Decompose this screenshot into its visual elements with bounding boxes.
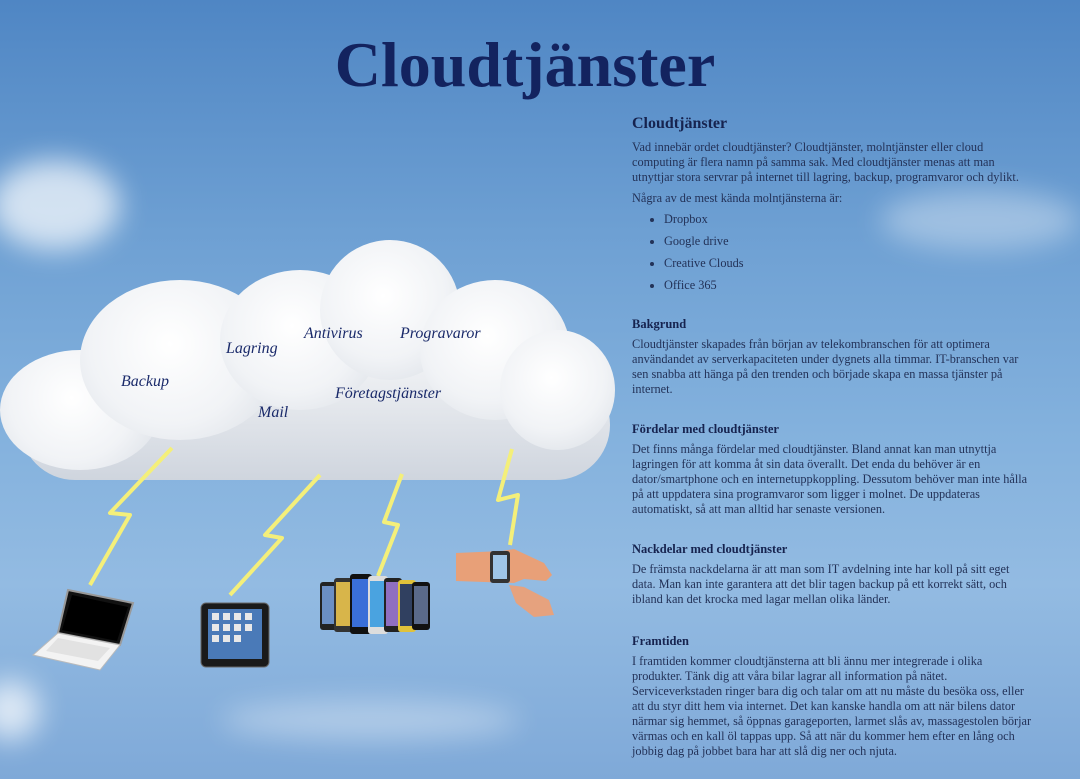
cloud-word-antivirus: Antivirus bbox=[304, 325, 363, 342]
section-text: I framtiden kommer cloudtjänsterna att bli ännu mer integrerade i olika produkter. Tänk dig att våra bilar lagrar all information på nätet. Serviceverkstaden ringer bara dig och talar om att nu måste du besöka oss, eller att du styr ditt hem via internet. Det kan kanske handla om att när bilens dator närmar sig hemmet, så öppnas garageporten, larmet slås av, massagestolen börjar värmas och en kall öl tappas upp. Så att när du kommer hem efter en lång och jobbig dag på jobbet bara har att slå dig ner och njuta. bbox=[632, 654, 1032, 759]
lightning-bolt-icon bbox=[80, 445, 180, 590]
tablet-image bbox=[198, 600, 272, 670]
section-fordelar bbox=[632, 422, 1032, 517]
section-bakgrund bbox=[632, 317, 1032, 397]
section-text: Det finns många fördelar med cloudtjänster. Bland annat kan man utnyttja lagringen för att komma åt sin data överallt. Det enda du behöver är en dator/smartphone och en internetuppkoppling. Dessutom behöver man inte hålla på att uppdatera sina programvaror som ligger i molnet. De uppdateras automatiskt, så att man alltid har senaste versionen. bbox=[632, 442, 1028, 517]
service-list bbox=[632, 212, 1032, 293]
list-intro: Några av de mest kända molntjänsterna är: bbox=[632, 190, 843, 205]
section-heading: Fördelar med cloudtjänster bbox=[632, 422, 779, 436]
list-item: • Creative Clouds bbox=[664, 256, 1032, 271]
section-heading: Bakgrund bbox=[632, 317, 687, 331]
smartphones-image bbox=[318, 572, 433, 637]
section-text: De främsta nackdelarna är att man som IT avdelning inte har koll på sitt eget data. Man kan inte garantera att det blir tagen backup på ett korrekt sätt, och ibland kan det krocka med lagar mellan olika länder. bbox=[632, 562, 1010, 607]
list-item: • Dropbox bbox=[664, 212, 1032, 227]
intro-section bbox=[632, 114, 1032, 300]
intro-paragraph: Vad innebär ordet cloudtjänster? Cloudtjänster, molntjänster eller cloud computing är flera namn på samma sak. Med cloudtjänster menas att man utnyttjar stora servrar på internet till lagring, backup, programvaror och dylikt. bbox=[632, 139, 1019, 184]
cloud-word-foretagstjanster: Företagstjänster bbox=[335, 385, 442, 402]
smartwatch-image bbox=[454, 545, 559, 620]
section-framtiden bbox=[632, 634, 1032, 759]
intro-heading: Cloudtjänster bbox=[632, 115, 728, 132]
section-heading: Framtiden bbox=[632, 634, 689, 648]
cloud-word-mail: Mail bbox=[258, 404, 289, 421]
cloud-word-progravaror: Progravaror bbox=[400, 325, 481, 342]
lightning-bolt-icon bbox=[490, 445, 530, 550]
list-item: • Office 365 bbox=[664, 278, 1032, 293]
background-cloud-wisp bbox=[220, 700, 520, 740]
page-title: Cloudtjänster bbox=[334, 29, 716, 100]
list-item: • Google drive bbox=[664, 234, 1032, 249]
laptop-image bbox=[28, 585, 138, 675]
lightning-bolt-icon bbox=[220, 470, 330, 600]
section-nackdelar bbox=[632, 542, 1032, 607]
section-text: Cloudtjänster skapades från början av telekombranschen för att optimera användandet av serverkapaciteten under dygnets alla timmar. IT-branschen var sen snabba att hänga på den trenden och började skapa en massa tjänster på internet. bbox=[632, 337, 1019, 397]
cloud-word-backup: Backup bbox=[121, 373, 169, 390]
cloud-word-lagring: Lagring bbox=[226, 340, 278, 357]
lightning-bolt-icon bbox=[370, 470, 410, 580]
section-heading: Nackdelar med cloudtjänster bbox=[632, 542, 788, 556]
